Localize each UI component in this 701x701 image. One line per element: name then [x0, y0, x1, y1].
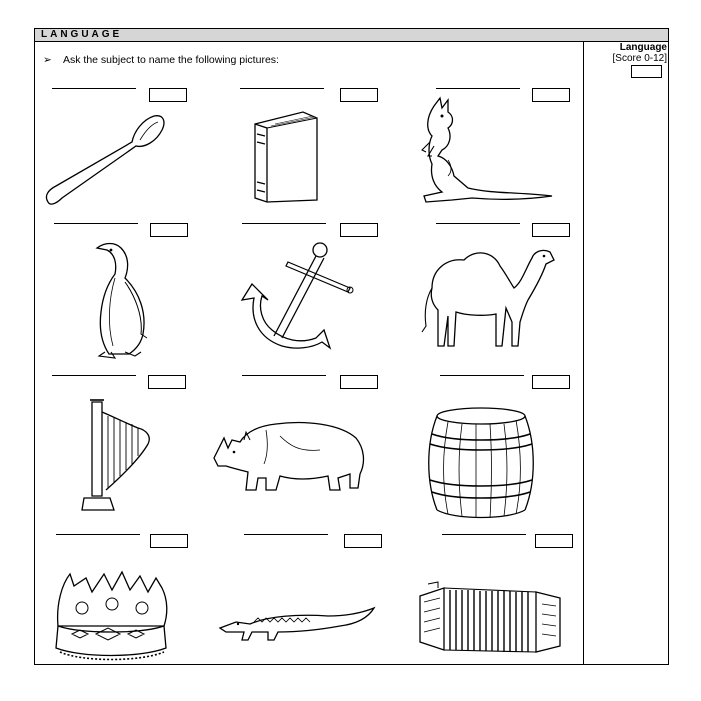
answer-box[interactable] [344, 534, 382, 548]
answer-box[interactable] [535, 534, 573, 548]
bullet-arrow-icon: ➢ [43, 54, 52, 66]
name-answer-line[interactable] [242, 375, 326, 376]
name-answer-line[interactable] [440, 375, 524, 376]
name-answer-line[interactable] [56, 534, 140, 535]
answer-box[interactable] [150, 534, 188, 548]
name-answer-line[interactable] [242, 223, 326, 224]
alligator-icon [218, 604, 378, 642]
barrel-icon [424, 404, 538, 522]
name-answer-line[interactable] [436, 88, 520, 89]
answer-box[interactable] [340, 88, 378, 102]
name-answer-line[interactable] [244, 534, 328, 535]
score-range: [Score 0-12] [612, 53, 667, 64]
penguin-icon [95, 238, 157, 360]
section-header [35, 29, 668, 42]
name-answer-line[interactable] [52, 88, 136, 89]
score-input-box[interactable] [631, 65, 662, 78]
kangaroo-icon [412, 96, 557, 210]
camel-icon [414, 242, 559, 350]
score-title: Language [619, 42, 667, 53]
name-answer-line[interactable] [54, 223, 138, 224]
crown-icon [52, 564, 172, 664]
answer-box[interactable] [532, 223, 570, 237]
name-answer-line[interactable] [442, 534, 526, 535]
answer-box[interactable] [148, 375, 186, 389]
answer-box[interactable] [150, 223, 188, 237]
name-answer-line[interactable] [436, 223, 520, 224]
book-icon [245, 108, 325, 206]
answer-box[interactable] [340, 375, 378, 389]
name-answer-line[interactable] [52, 375, 136, 376]
answer-box[interactable] [149, 88, 187, 102]
accordion-icon [416, 580, 564, 656]
spoon-icon [40, 110, 170, 210]
rhinoceros-icon [210, 418, 368, 494]
instruction-text: Ask the subject to name the following pictures: [63, 54, 279, 66]
name-answer-line[interactable] [240, 88, 324, 89]
instruction [43, 54, 279, 67]
anchor-icon [232, 238, 362, 360]
answer-box[interactable] [532, 375, 570, 389]
section-title: LANGUAGE [41, 29, 123, 40]
score-column [585, 42, 667, 64]
harp-icon [80, 398, 154, 516]
answer-box[interactable] [340, 223, 378, 237]
